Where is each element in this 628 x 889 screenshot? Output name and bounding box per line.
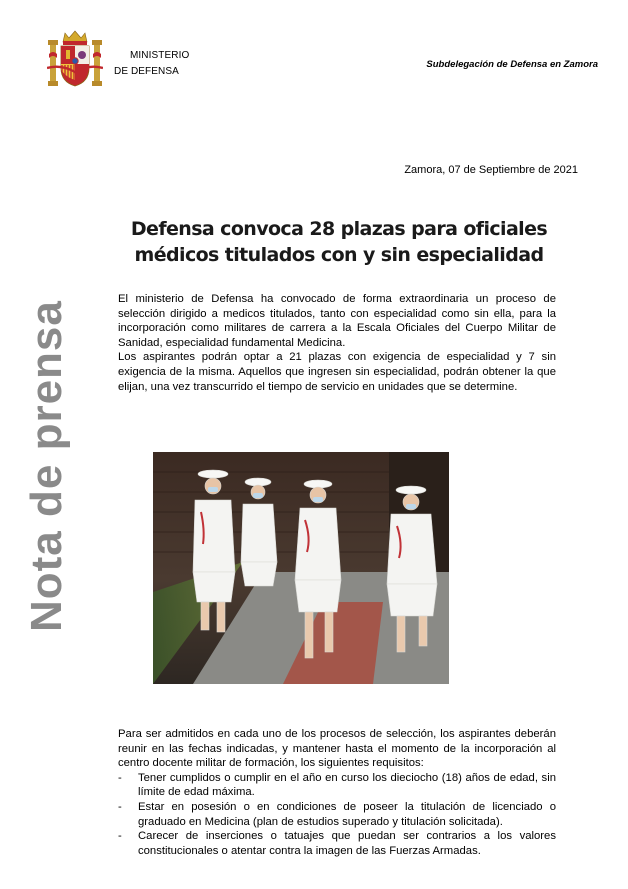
list-marker: -	[118, 771, 122, 784]
paragraph: Los aspirantes podrán optar a 21 plazas con exigencia de especialidad y 7 sin exigencia de la misma. Aquellos que ingresen sin especialidad, podrán obtener la que elijan, una vez transcurrido el tiempo de servicio en unidades que se determine.	[118, 351, 556, 393]
paragraph: El ministerio de Defensa ha convocado de forma extraordinaria un proceso de selección dirigido a medicos titulados, tanto con especialidad como sin ella, para la incorporación como militares de carrera a la Escala Oficiales del Cuerpo Militar de Sanidad, especialidad fundamental Medicina.	[118, 293, 556, 349]
list-item	[118, 771, 556, 800]
requirements-list	[118, 771, 556, 859]
ministry-line-1: MINISTERIO	[130, 50, 190, 61]
requirement-text: Carecer de inserciones o tatuajes que puedan ser contrarios a los valores constitucionales o atentar contra la imagen de las Fuerzas Armadas.	[138, 830, 556, 857]
spanish-coat-of-arms-icon	[47, 28, 103, 92]
ministry-line-2: DE DEFENSA	[114, 66, 179, 77]
press-release-title: Defensa convoca 28 plazas para oficiales médicos titulados con y sin especialidad	[130, 218, 548, 266]
intro-text	[118, 292, 556, 394]
list-marker: -	[118, 830, 122, 843]
military-officers-parade-photo	[153, 452, 449, 684]
side-label: Nota de prensa	[22, 300, 71, 632]
list-marker: -	[118, 800, 122, 813]
requirement-text: Estar en posesión o en condiciones de poseer la titulación de licenciado o graduado en Medicina (plan de estudios superado y titulación solicitada).	[138, 800, 556, 828]
list-item	[118, 800, 556, 829]
requirements-intro: Para ser admitidos en cada uno de los procesos de selección, los aspirantes deberán reunir en las fechas indicadas, y mantener hasta el momento de la incorporación al centro docente militar de formación, los siguientes requisitos:	[118, 728, 556, 770]
requirements-section	[118, 727, 556, 858]
dateline: Zamora, 07 de Septiembre de 2021	[404, 164, 578, 176]
list-item	[118, 829, 556, 858]
subdelegation-name: Subdelegación de Defensa en Zamora	[426, 59, 598, 70]
requirement-text: Tener cumplidos o cumplir en el año en curso los dieciocho (18) años de edad, sin límite de edad máxima.	[138, 771, 556, 799]
ministry-name	[114, 48, 189, 80]
